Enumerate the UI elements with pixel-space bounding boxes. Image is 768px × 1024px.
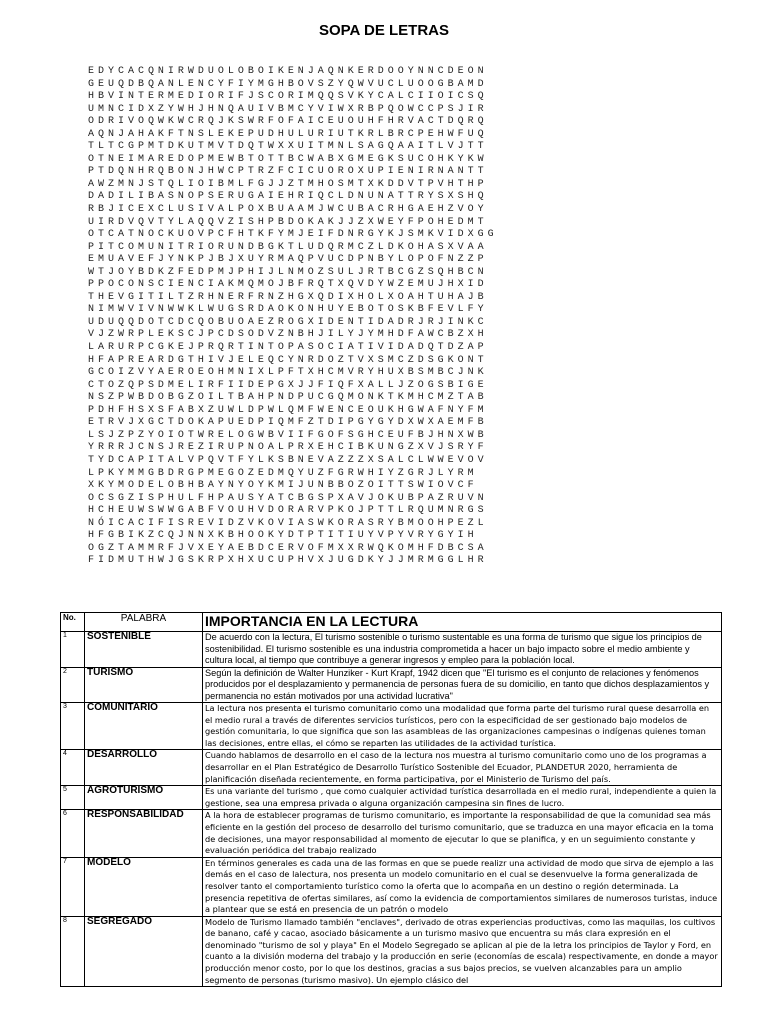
grid-row: LARURPCGKEJPRQRTINTOPASOCIATIVIDADQTDZAP (88, 342, 488, 354)
table-row (61, 632, 722, 668)
table-header-row (61, 613, 722, 632)
row-importance-text: La lectura nos presenta el turismo comunitario como una modalidad que forma parte del turismo rural quese desarrolla en el medio rural a través de diferentes servicios turísticos, pero con la especificidad de ser gestionado bajo modelos de gestión comunitaria, lo que significa que son las asambleas de las organizaciones campesinas o indígenas quienes toman las decisiones, entre ellas, el cómo se reparten las utilidades de la actividad turística. (203, 703, 722, 750)
header-importance: IMPORTANCIA EN LA LECTURA (203, 613, 722, 632)
page-title: SOPA DE LETRAS (318, 22, 449, 39)
grid-row: VJZWRPLEKSCJPCDSODVZNBHJILYJYMHDFAWCBZXH (88, 329, 488, 341)
grid-row: WTJOYBDKZFEDPMJPHIJLNMOZSULJRTBCGZSQHBCN (88, 266, 488, 278)
grid-row: LPKYMMGBDRGPMEGOZEDMQYUZFGRWHIYZGRJLYRM (88, 467, 478, 479)
grid-row: HFAPREARDGTHIVJELEQCYNRDOZTVXSMCZDSGKONT (88, 354, 488, 366)
table-row (61, 916, 722, 987)
grid-row: TLTCGPMTDKUTMVTDQTWXXUITMNLSAGQAAITLVJTT (88, 141, 488, 153)
table-row (61, 750, 722, 786)
row-word: SOSTENIBLE (85, 632, 203, 668)
row-importance-text: En términos generales es cada una de las formas en que se puede realizr una actividad de modo que sirva de ejemplo a las demás en el caso de lalectura, nos presenta un modelo comunitario en el cual se desenvuelve la forma generalizada de resolver tanto el comportamiento turístico como la oferta que lo acompaña en un destino o región determinada. La presencia repetitiva de ofertas similares, así como la evidencia de comportamientos similares de numerosos turistas, induce a plantear que se está en presencia de un patrón o modelo (203, 857, 722, 916)
row-importance-text: De acuerdo con la lectura, El turismo sostenible o turismo sustentable es una forma de turismo que sigue los principios de sostenibilidad. El turismo sostenible es una industria comprometida a hacer un bajo impacto sobre el medio ambiente y cultura local, al tiempo que contribuye a generar ingresos y empleo para la población local. (203, 632, 722, 668)
row-word: COMUNITARIO (85, 703, 203, 750)
grid-row: AQNJAHAKFTNSLEKEPUDHULURIUTKRLBRCPEHWFUQ (88, 128, 488, 140)
row-importance-text: Es una variante del turismo , que como cualquier actividad turística desarrollada en el medio rural, independiente a quien la gestione, sea una empresa privada o alguna organización campesina sin fines de lucro. (203, 786, 722, 810)
grid-row: NSZPWBDOBGZOILTBAHPNDPUCGQMONKTKMHCMZTAB (88, 392, 488, 404)
grid-row: FIDMUTHWJGSKRPXHXUCUPHVXJUGDKYJJMRMGGLHR (88, 555, 488, 567)
row-word: RESPONSABILIDAD (85, 810, 203, 857)
grid-row: NIMWVIVNWWKLWUGSRDAOKONHUYEBOTOSKBFEVLFY (88, 304, 488, 316)
row-number: 2 (61, 667, 85, 703)
table-row (61, 703, 722, 750)
row-importance-text: Cuando hablamos de desarrollo en el caso de la lectura nos muestra al turismo comunitario como uno de los programas a desarrollar en el Plan Estratégico de Desarrollo Turístico Sostenible del Ecuador, PLANDETUR 2020, herramienta de planificación diseñada recientemente, en forma participativa, por el Ministerio de Turismo del país. (203, 750, 722, 786)
grid-row: GEUQDBQANLENCYFIYMGHBOVSZYQWVUCLUOOGBAMD (88, 78, 488, 90)
row-word: AGROTURISMO (85, 786, 203, 810)
row-word: DESARROLLO (85, 750, 203, 786)
grid-row: THEVGITILTZRHNERFRNZHGXQDIXHOLXOAHTUHAJB (88, 291, 488, 303)
table-row (61, 810, 722, 857)
row-number: 1 (61, 632, 85, 668)
row-word: TURISMO (85, 667, 203, 703)
table-row (61, 857, 722, 916)
grid-row: PTDQNHRQBONJHWCPTRZFCICUOROXUPIENIRNANTT (88, 166, 488, 178)
grid-row: PDHFHSXSFABXZUWLDPWLQMFWENCEOUKHGWAFNYFM (88, 404, 488, 416)
grid-row: CTOZQPSDMELIRFIIDEPGXJJFIQFXALLJZOGSBIGE (88, 379, 488, 391)
grid-row: RBJICEXCLUSIVALPOXBUAAMJWCUBACRHGAEHZVOY (88, 204, 488, 216)
row-number: 5 (61, 786, 85, 810)
grid-row: GCOIZVYAEROEOHMNIXLPFTXHCMVRYHUXBSMBCJNK (88, 367, 488, 379)
grid-row: OTCATNOCKUOVPCFHTKFYMJEIFDNRGYKJSMKVIDXGG (88, 229, 498, 241)
header-no: No. (61, 613, 85, 632)
row-importance-text: Según la definición de Walter Hunziker - Kurt Krapf, 1942 dicen que "El turismo es el conjunto de relaciones y fenómenos producidos por el desplazamiento y permanencia de personas fuera de su domicilio, en tanto que dichos desplazamientos y permanencia no están motivados por una actividad lucrativa" (203, 667, 722, 703)
row-number: 3 (61, 703, 85, 750)
grid-row: TYDCAPITALVPQVTFYLKSBNEVAZZZXSALCLWWEVOV (88, 454, 488, 466)
header-word: PALABRA (85, 613, 203, 632)
grid-row: EDYCACQNIRWDUOLOBOIKENJAQNKERDOOYNNCDEON (88, 66, 488, 77)
row-number: 8 (61, 916, 85, 987)
grid-row: DADILIBASNOPSERUGAIEHRIQCLDNUNATTRYSXSHQ (88, 191, 488, 203)
grid-row: UIRDVQVTYLAQQVZISHPBDOKAKJJZXWEYFPOHEDMT (88, 216, 488, 228)
table-row (61, 786, 722, 810)
grid-row: HCHEUWSWWGABFVOUHVDORARVPKOJPTTLRQUMNRGS (88, 505, 488, 517)
grid-row: OTNEIMAREDOPMEWBTOTTBCWABXGMEGKSUCOHKYKW (88, 153, 488, 165)
row-word: MODELO (85, 857, 203, 916)
grid-row: LSJZPZYOIOTWRELOGWBVIIFGOFSGHCEUFBJHNXWB (88, 429, 488, 441)
row-importance-text: A la hora de establecer programas de turismo comunitario, es importante la responsabilidad de que la comunidad sea más eficiente en la gestión del proceso de desarrollo del turismo comunitario, que se traduzca en una mayor eficacia en la toma de decisiones, una mayor responsabilidad al momento de ejecutar lo que se planifica, y en un seguimiento constante y evaluación periódica del trabajo realizado (203, 810, 722, 857)
row-word: SEGREGADO (85, 916, 203, 987)
row-importance-text: Modelo de Turismo llamado también "enclaves", derivado de otras experiencias productivas, como las maquilas, los cultivos de banano, café y cacao, asociado básicamente a un turismo masivo que encuentra su más clara expresión en el denominado "turismo de sol y playa" En el Modelo Segregado se aplican al pie de la letra los principios de Taylor y Ford, en cuanto a la división moderna del trabajo y la producción en serie (economías de escala) respectivamente, en donde a mayor producción menor costo, por lo que los destinos, gracias a sus bajos precios, se vuelven alcanzables para un amplio segmento de personas (turismo masivo). Un ejemplo clásico del (203, 916, 722, 987)
grid-row: NÓICACIFISREVIDZVKOVIASWKORASRYBMOOHPEZL (88, 517, 488, 529)
grid-row: ETRVJXGCTDOKAPUEDPIQMFZTDIPGYGYDXWXAEMFB (88, 417, 488, 429)
grid-row: ODRIVOQWKWCRQJKSWRFOFAICEUOUHFHRVACTDQRQ (88, 116, 488, 128)
grid-row: OCSGZISPHULFHPAUSYATCBGSPXAVJOKUBPAZRUVN (88, 492, 488, 504)
grid-row: UMNCIDXZYWHJHNQAUIVBMCYVIWXRBPQOWCCPSJIR (88, 103, 488, 115)
row-number: 4 (61, 750, 85, 786)
grid-row: YRRRJCNSJREZIRUPNOALPRXEHCIBKUNGZXVJSRYF (88, 442, 488, 454)
grid-row: EMUAVEFJYNKPJBJXUYRMAQPVUCDPNBYLOPOFNZZP (88, 254, 488, 266)
table-row (61, 667, 722, 703)
row-number: 6 (61, 810, 85, 857)
grid-row: OGZTAMMRFJVXEYAEBDCERVOFMXXRWQKOMHFDBCSA (88, 542, 488, 554)
grid-row: UDUQQDOTCDCQOBUOAEZROGXIDENTIDADRJRJINKC (88, 316, 488, 328)
grid-row: XKYMODELOBHBAYNYOYKMIJUNBBOZOITTSWIOVCF (88, 480, 478, 492)
importance-table (60, 612, 722, 987)
word-search-grid (88, 66, 498, 568)
grid-row: PITCOMUNITRIORUNDBGKTLUDQRMCZLDKOHASXVAA (88, 241, 488, 253)
row-number: 7 (61, 857, 85, 916)
grid-row: HBVINTERMEDIORIFJSCORIMQQSVKYCALCIIOICSQ (88, 91, 488, 103)
grid-row: HFGBIKZCQJNNXKBHOOKYDTPTITIUYVPYVRYGYIH (88, 530, 478, 542)
grid-row: PPOCONSCIENCIAKMQMOJBFRQTXQVDYWZEMUJHXID (88, 279, 488, 291)
grid-row: AWZMNJSTQLIOIBMLFGJJZTMHOSMTXKDDVTPVHTHP (88, 178, 488, 190)
